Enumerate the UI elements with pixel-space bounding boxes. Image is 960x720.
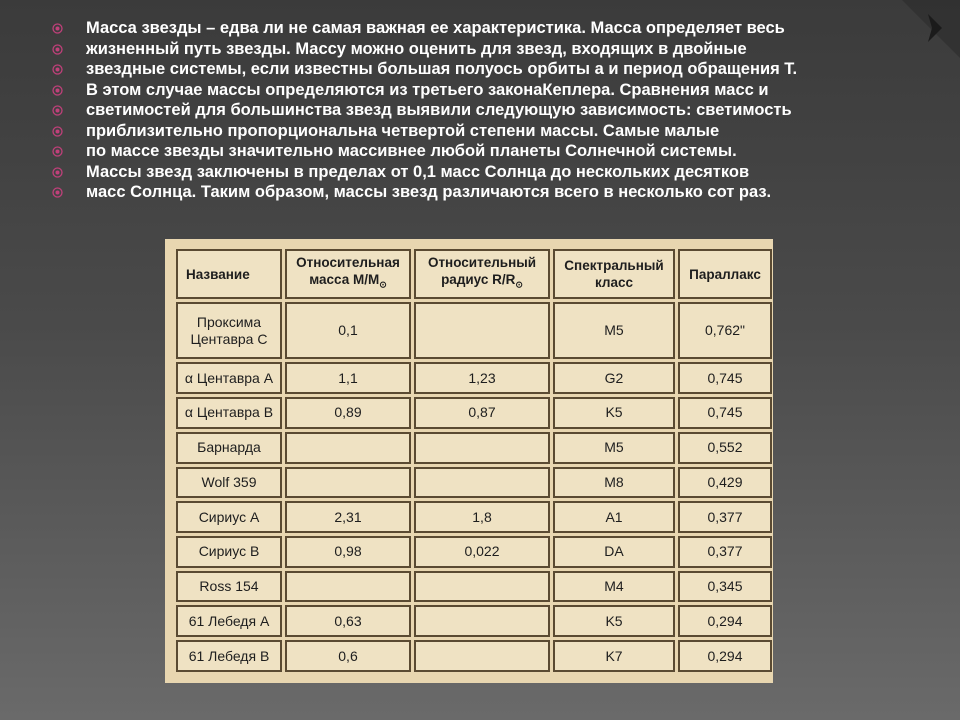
table-row [176, 571, 772, 603]
cell-parallax: 0,377 [678, 536, 772, 568]
cell-mass: 1,1 [285, 362, 411, 394]
sun-symbol: ⊙ [379, 279, 387, 290]
table-row [176, 640, 772, 672]
bullet-icon [52, 187, 63, 198]
cell-parallax: 0,745 [678, 397, 772, 429]
header-spectral: Спектральный класс [553, 249, 675, 299]
cell-parallax: 0,762" [678, 302, 772, 359]
star-table-panel [165, 239, 773, 683]
cell-name: Барнарда [176, 432, 282, 464]
cell-radius: 1,23 [414, 362, 550, 394]
text-line: В этом случае массы определяются из третьего законаКеплера. Сравнения масс и [52, 80, 932, 101]
cell-spectral: K5 [553, 605, 675, 637]
text-line: звездные системы, если известны большая полуось орбиты a и период обращения T. [52, 59, 932, 80]
bullet-icon [52, 146, 63, 157]
cell-mass: 2,31 [285, 501, 411, 533]
cell-parallax: 0,429 [678, 467, 772, 499]
cell-name: Ross 154 [176, 571, 282, 603]
table-row [176, 467, 772, 499]
star-table [173, 246, 775, 675]
cell-radius [414, 432, 550, 464]
bullet-icon [52, 64, 63, 75]
cell-name: α Центавра A [176, 362, 282, 394]
text-line: светимостей для большинства звезд выявили следующую зависимость: светимость [52, 100, 932, 121]
table-row [176, 397, 772, 429]
cell-spectral: K7 [553, 640, 675, 672]
cell-name: Проксима Центавра C [176, 302, 282, 359]
cell-radius [414, 605, 550, 637]
cell-parallax: 0,345 [678, 571, 772, 603]
cell-parallax: 0,745 [678, 362, 772, 394]
bullet-icon [52, 44, 63, 55]
table-row [176, 501, 772, 533]
bullet-icon [52, 105, 63, 116]
cell-spectral: M8 [553, 467, 675, 499]
cell-spectral: M4 [553, 571, 675, 603]
cell-radius: 0,87 [414, 397, 550, 429]
cell-spectral: K5 [553, 397, 675, 429]
cell-radius: 1,8 [414, 501, 550, 533]
slide-text [52, 18, 932, 203]
text-line: приблизительно пропорциональна четвертой степени массы. Самые малые [52, 121, 932, 142]
cell-mass [285, 571, 411, 603]
text-line: Массы звезд заключены в пределах от 0,1 масс Солнца до нескольких десятков [52, 162, 932, 183]
cell-radius [414, 467, 550, 499]
text-line: масс Солнца. Таким образом, массы звезд различаются всего в несколько сот раз. [52, 182, 932, 203]
cell-parallax: 0,294 [678, 605, 772, 637]
table-row [176, 536, 772, 568]
cell-radius [414, 640, 550, 672]
cell-radius [414, 302, 550, 359]
bullet-icon [52, 126, 63, 137]
bullet-icon [52, 23, 63, 34]
cell-name: Сириус A [176, 501, 282, 533]
cell-spectral: M5 [553, 432, 675, 464]
cell-name: 61 Лебедя B [176, 640, 282, 672]
table-row [176, 605, 772, 637]
cell-name: α Центавра B [176, 397, 282, 429]
header-parallax: Параллакс [678, 249, 772, 299]
cell-mass: 0,1 [285, 302, 411, 359]
cell-mass: 0,89 [285, 397, 411, 429]
bullet-icon [52, 167, 63, 178]
cell-spectral: G2 [553, 362, 675, 394]
cell-parallax: 0,377 [678, 501, 772, 533]
table-header-row [176, 249, 772, 299]
cell-spectral: A1 [553, 501, 675, 533]
cell-radius: 0,022 [414, 536, 550, 568]
cell-mass [285, 467, 411, 499]
cell-parallax: 0,552 [678, 432, 772, 464]
cell-mass: 0,98 [285, 536, 411, 568]
table-row [176, 302, 772, 359]
cell-mass [285, 432, 411, 464]
text-line: Масса звезды – едва ли не самая важная ее характеристика. Масса определяет весь [52, 18, 932, 39]
bullet-icon [52, 85, 63, 96]
cell-mass: 0,6 [285, 640, 411, 672]
table-row [176, 362, 772, 394]
header-mass: Относительная масса $M/M_⊙$ [285, 249, 411, 299]
cell-spectral: M5 [553, 302, 675, 359]
header-radius: Относительный радиус $R/R_⊙$ [414, 249, 550, 299]
cell-name: Wolf 359 [176, 467, 282, 499]
text-line: жизненный путь звезды. Массу можно оценить для звезд, входящих в двойные [52, 39, 932, 60]
cell-spectral: DA [553, 536, 675, 568]
cell-radius [414, 571, 550, 603]
cell-name: Сириус B [176, 536, 282, 568]
sun-symbol: ⊙ [515, 279, 523, 290]
cell-mass: 0,63 [285, 605, 411, 637]
cell-name: 61 Лебедя A [176, 605, 282, 637]
header-name: Название [176, 249, 282, 299]
text-line: по массе звезды значительно массивнее любой планеты Солнечной системы. [52, 141, 932, 162]
cell-parallax: 0,294 [678, 640, 772, 672]
table-row [176, 432, 772, 464]
